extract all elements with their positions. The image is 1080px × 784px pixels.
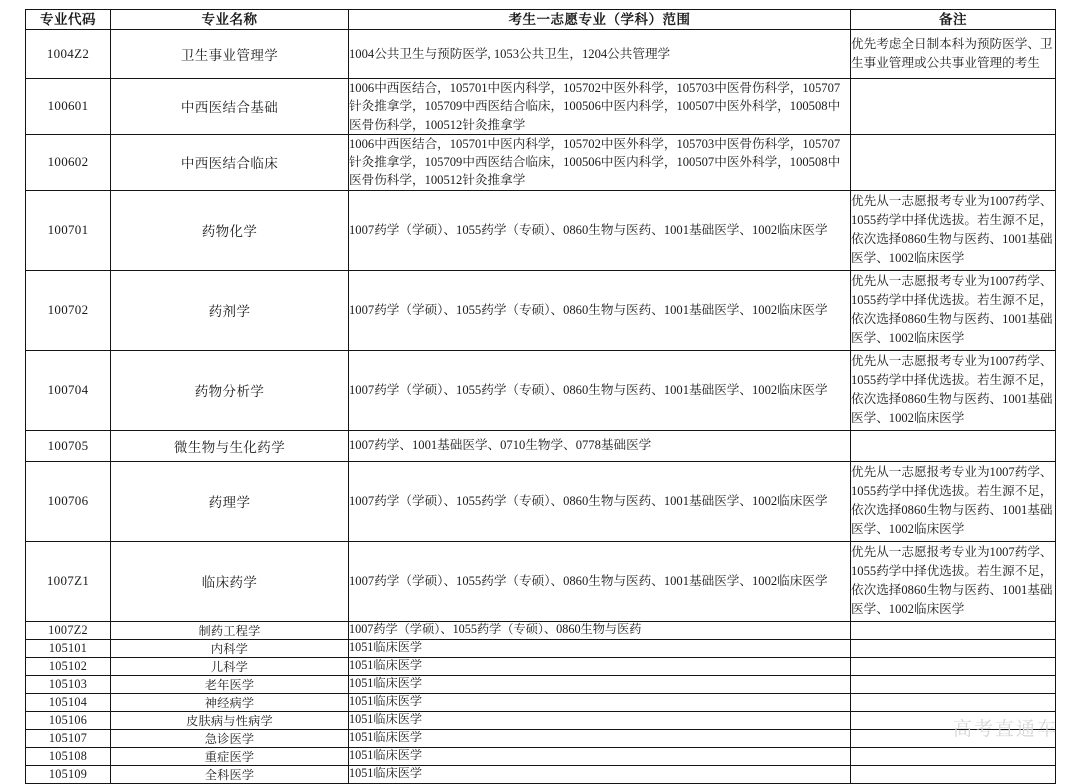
table-row (26, 657, 1056, 675)
table-row (26, 134, 1056, 190)
cell-major-code: 100702 (26, 270, 111, 350)
cell-first-choice-scope: 1051临床医学 (349, 639, 851, 657)
cell-first-choice-scope: 1007药学（学硕）、1055药学（专硕）、0860生物与医药、1001基础医学、1002临床医学 (349, 270, 851, 350)
cell-first-choice-scope: 1051临床医学 (349, 693, 851, 711)
cell-major-name: 全科医学 (111, 765, 349, 783)
cell-remark (851, 621, 1056, 639)
cell-first-choice-scope: 1051临床医学 (349, 729, 851, 747)
cell-major-code: 105104 (26, 693, 111, 711)
cell-major-code: 100602 (26, 134, 111, 190)
cell-major-code: 105101 (26, 639, 111, 657)
cell-major-code: 100706 (26, 461, 111, 541)
column-header-code: 专业代码 (26, 10, 111, 30)
cell-major-name: 中西医结合临床 (111, 134, 349, 190)
cell-first-choice-scope: 1007药学（学硕）、1055药学（专硕）、0860生物与医药、1001基础医学、1002临床医学 (349, 190, 851, 270)
table-row (26, 711, 1056, 729)
cell-major-code: 1007Z1 (26, 541, 111, 621)
cell-first-choice-scope: 1007药学（学硕）、1055药学（专硕）、0860生物与医药、1001基础医学、1002临床医学 (349, 350, 851, 430)
cell-first-choice-scope: 1051临床医学 (349, 711, 851, 729)
table-row (26, 30, 1056, 79)
table-container (25, 9, 1055, 784)
cell-remark (851, 711, 1056, 729)
cell-first-choice-scope: 1006中西医结合，105701中医内科学，105702中医外科学，105703中医骨伤科学，105707针灸推拿学，105709中西医结合临床，100506中医内科学，100507中医外科学，100508中医骨伤科学，100512针灸推拿学 (349, 134, 851, 190)
cell-first-choice-scope: 1007药学、1001基础医学、0710生物学、0778基础医学 (349, 430, 851, 461)
cell-remark (851, 79, 1056, 135)
cell-remark (851, 134, 1056, 190)
table-row (26, 541, 1056, 621)
cell-major-code: 100705 (26, 430, 111, 461)
cell-major-name: 神经病学 (111, 693, 349, 711)
table-row (26, 639, 1056, 657)
cell-first-choice-scope: 1051临床医学 (349, 765, 851, 783)
table-row (26, 79, 1056, 135)
table-row (26, 675, 1056, 693)
cell-major-name: 老年医学 (111, 675, 349, 693)
cell-first-choice-scope: 1051临床医学 (349, 657, 851, 675)
table-row (26, 350, 1056, 430)
cell-remark: 优先从一志愿报考专业为1007药学、1055药学中择优选拔。若生源不足，依次选择0860生物与医药、1001基础医学、1002临床医学 (851, 461, 1056, 541)
table-body (26, 30, 1056, 784)
table-row (26, 461, 1056, 541)
watermark-text: 高考直通车 (952, 719, 1058, 740)
table-row (26, 765, 1056, 783)
cell-first-choice-scope: 1051临床医学 (349, 747, 851, 765)
cell-remark (851, 765, 1056, 783)
cell-major-name: 微生物与生化药学 (111, 430, 349, 461)
cell-remark (851, 675, 1056, 693)
column-header-name: 专业名称 (111, 10, 349, 30)
cell-major-code: 1007Z2 (26, 621, 111, 639)
major-adjustment-table (25, 9, 1056, 784)
table-row (26, 270, 1056, 350)
cell-first-choice-scope: 1006中西医结合，105701中医内科学，105702中医外科学，105703中医骨伤科学，105707针灸推拿学，105709中西医结合临床，100506中医内科学，100507中医外科学，100508中医骨伤科学，100512针灸推拿学 (349, 79, 851, 135)
cell-major-name: 中西医结合基础 (111, 79, 349, 135)
column-header-scope: 考生一志愿专业（学科）范围 (349, 10, 851, 30)
cell-major-code: 105103 (26, 675, 111, 693)
cell-major-name: 药理学 (111, 461, 349, 541)
cell-major-code: 105106 (26, 711, 111, 729)
cell-remark: 优先从一志愿报考专业为1007药学、1055药学中择优选拔。若生源不足，依次选择0860生物与医药、1001基础医学、1002临床医学 (851, 541, 1056, 621)
cell-major-code: 105102 (26, 657, 111, 675)
cell-major-name: 临床药学 (111, 541, 349, 621)
cell-remark (851, 747, 1056, 765)
table-header-row (26, 10, 1056, 30)
cell-major-code: 105108 (26, 747, 111, 765)
cell-major-name: 卫生事业管理学 (111, 30, 349, 79)
cell-major-name: 皮肤病与性病学 (111, 711, 349, 729)
cell-major-code: 105109 (26, 765, 111, 783)
cell-major-code: 100601 (26, 79, 111, 135)
cell-remark: 优先从一志愿报考专业为1007药学、1055药学中择优选拔。若生源不足，依次选择0860生物与医药、1001基础医学、1002临床医学 (851, 270, 1056, 350)
cell-remark (851, 639, 1056, 657)
cell-major-name: 重症医学 (111, 747, 349, 765)
cell-remark: 优先从一志愿报考专业为1007药学、1055药学中择优选拔。若生源不足，依次选择0860生物与医药、1001基础医学、1002临床医学 (851, 350, 1056, 430)
cell-first-choice-scope: 1007药学（学硕）、1055药学（专硕）、0860生物与医药、1001基础医学、1002临床医学 (349, 541, 851, 621)
table-row (26, 747, 1056, 765)
cell-remark (851, 430, 1056, 461)
cell-first-choice-scope: 1051临床医学 (349, 675, 851, 693)
cell-major-name: 药物分析学 (111, 350, 349, 430)
cell-major-code: 1004Z2 (26, 30, 111, 79)
cell-major-name: 药物化学 (111, 190, 349, 270)
column-header-remark: 备注 (851, 10, 1056, 30)
cell-major-code: 100701 (26, 190, 111, 270)
cell-remark: 优先考虑全日制本科为预防医学、卫生事业管理或公共事业管理的考生 (851, 30, 1056, 79)
table-row (26, 621, 1056, 639)
cell-major-name: 急诊医学 (111, 729, 349, 747)
table-row (26, 693, 1056, 711)
cell-major-name: 内科学 (111, 639, 349, 657)
cell-first-choice-scope: 1007药学（学硕）、1055药学（专硕）、0860生物与医药、1001基础医学、1002临床医学 (349, 461, 851, 541)
cell-major-name: 药剂学 (111, 270, 349, 350)
table-row (26, 430, 1056, 461)
table-row (26, 190, 1056, 270)
cell-remark: 优先从一志愿报考专业为1007药学、1055药学中择优选拔。若生源不足，依次选择0860生物与医药、1001基础医学、1002临床医学 (851, 190, 1056, 270)
cell-major-code: 105107 (26, 729, 111, 747)
cell-first-choice-scope: 1007药学（学硕）、1055药学（专硕）、0860生物与医药 (349, 621, 851, 639)
table-row (26, 729, 1056, 747)
cell-remark (851, 657, 1056, 675)
cell-remark (851, 729, 1056, 747)
cell-major-name: 制药工程学 (111, 621, 349, 639)
cell-remark (851, 693, 1056, 711)
cell-major-name: 儿科学 (111, 657, 349, 675)
cell-major-code: 100704 (26, 350, 111, 430)
cell-first-choice-scope: 1004公共卫生与预防医学, 1053公共卫生，1204公共管理学 (349, 30, 851, 79)
table-header (26, 10, 1056, 30)
